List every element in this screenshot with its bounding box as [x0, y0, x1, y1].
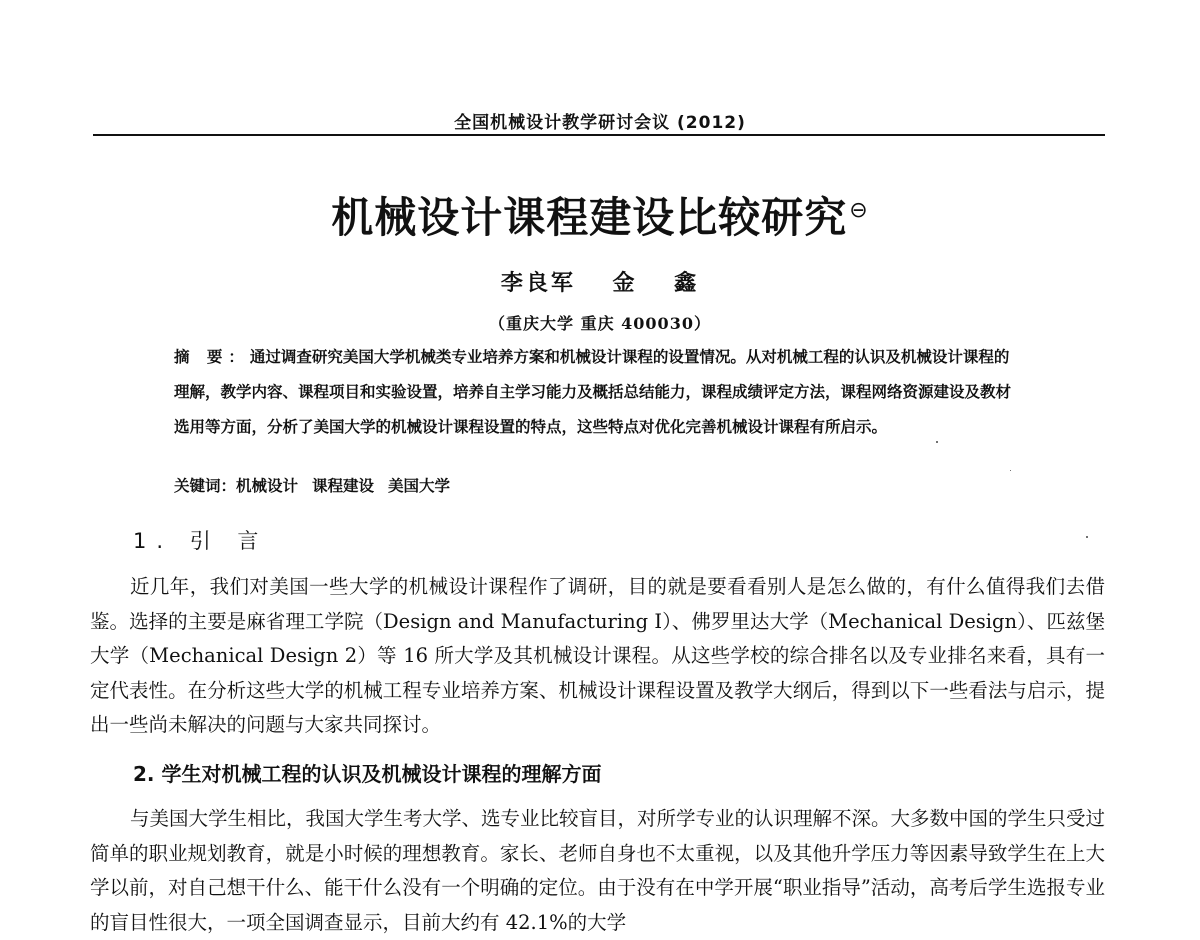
abstract-label: 摘 要： [174, 348, 250, 366]
paper-title-text: 机械设计课程建设比较研究 [331, 193, 848, 242]
section-paragraph-understanding: 与美国大学生相比，我国大学生考大学、选专业比较盲目，对所学专业的认识理解不深。大多数中国的学生只受过简单的职业规划教育，就是小时候的理想教育。家长、老师自身也不太重视，以及其他升学压力等因素导致学生在上大学以前，对自己想干什么、能干什么没有一个明确的定位。由于没有在中学开展“职业指导”活动，高考后学生选报专业的盲目性很大，一项全国调查显示，目前大约有 42.1%的大学 [90, 807, 1106, 934]
section-heading-understanding: 2. 学生对机械工程的认识及机械设计课程的理解方面 [133, 762, 602, 786]
paper-authors: 李良军 金 鑫 [500, 270, 700, 296]
abstract [174, 340, 1024, 445]
header-rule [93, 134, 1105, 136]
title-footnote-mark: ⊖ [849, 198, 869, 223]
abstract-text: 通过调查研究美国大学机械类专业培养方案和机械设计课程的设置情况。从对机械工程的认识及机械设计课程的理解，教学内容、课程项目和实验设置，培养自主学习能力及概括总结能力，课程成绩评定方法，课程网络资源建设及教材选用等方面，分析了美国大学的机械设计课程设置的特点，这些特点对优化完善机械设计课程有所启示。 [174, 348, 1012, 436]
keywords-label: 关键词： [174, 477, 237, 495]
scan-speck [1010, 470, 1011, 471]
scan-speck [936, 441, 938, 443]
scan-speck [1086, 536, 1088, 538]
keywords [174, 474, 1024, 496]
section-heading-introduction: 1. 引 言 [133, 529, 269, 553]
paper-affiliation: （重庆大学 重庆 400030） [489, 314, 711, 333]
keyword: 课程建设 [312, 477, 375, 495]
section-paragraph-introduction: 近几年，我们对美国一些大学的机械设计课程作了调研，目的就是要看看别人是怎么做的，有什么值得我们去借鉴。选择的主要是麻省理工学院（Design and Manufacturing I）、佛罗里达大学（Mechanical Design）、匹兹堡大学（Mechanical Design 2）等 16 所大学及其机械设计课程。从这些学校的综合排名以及专业排名来看，具有一定代表性。在分析这些大学的机械工程专业培养方案、机械设计课程设置及教学大纲后，得到以下一些看法与启示，提出一些尚未解决的问题与大家共同探讨。 [90, 575, 1105, 736]
running-header: 全国机械设计教学研讨会议 (2012) [454, 113, 746, 133]
keyword: 美国大学 [388, 477, 451, 495]
paper-title [0, 185, 1200, 245]
keyword: 机械设计 [236, 477, 299, 495]
